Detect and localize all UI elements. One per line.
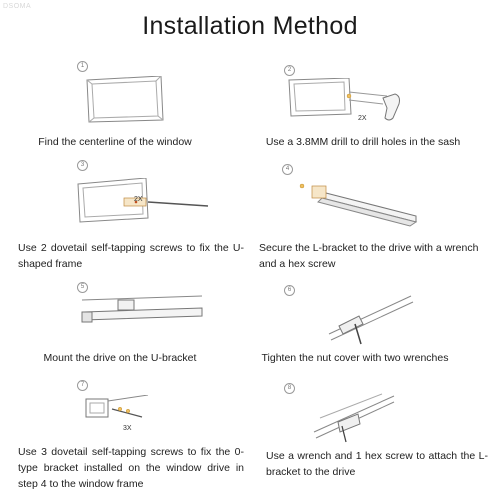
step-number-badge: 8	[284, 383, 295, 394]
step-caption: Secure the L-bracket to the drive with a wrench and a hex screw	[259, 242, 479, 270]
drill-sash-illustration	[287, 78, 407, 130]
step-number-badge: 6	[284, 285, 295, 296]
step-number-badge: 1	[77, 61, 88, 72]
u-frame-screw-illustration	[76, 178, 216, 226]
step-caption: Use a 3.8MM drill to drill holes in the sash	[265, 136, 461, 148]
page-title: Installation Method	[142, 12, 358, 40]
step-number-badge: 2	[284, 65, 295, 76]
step-number-badge: 7	[77, 380, 88, 391]
step-caption: Use 3 dovetail self-tapping screws to fix the 0-type bracket installed on the window drive in step 4 to the window frame	[18, 446, 244, 490]
window-frame-illustration	[85, 76, 165, 124]
step-caption: Find the centerline of the window	[38, 136, 192, 148]
drive-u-bracket-illustration	[80, 294, 205, 326]
step-caption: Use 2 dovetail self-tapping screws to fix the U-shaped frame	[18, 242, 244, 270]
watermark: DSOMA	[3, 3, 32, 10]
step-number-badge: 4	[282, 164, 293, 175]
step-number-badge: 5	[77, 282, 88, 293]
l-bracket-drive-illustration	[292, 180, 422, 232]
step-caption: Mount the drive on the U-bracket	[43, 352, 197, 364]
step-caption: Use a wrench and 1 hex screw to attach the L-bracket to the drive	[266, 450, 488, 478]
quantity-label: 2X	[134, 196, 143, 203]
nut-cover-wrench-illustration	[325, 294, 415, 346]
step-caption: Tighten the nut cover with two wrenches	[261, 352, 449, 364]
l-bracket-attach-illustration	[312, 392, 396, 444]
step-number-badge: 3	[77, 160, 88, 171]
quantity-label: 2X	[358, 115, 367, 122]
quantity-label: 3X	[123, 425, 132, 432]
o-bracket-screw-illustration	[84, 395, 154, 435]
